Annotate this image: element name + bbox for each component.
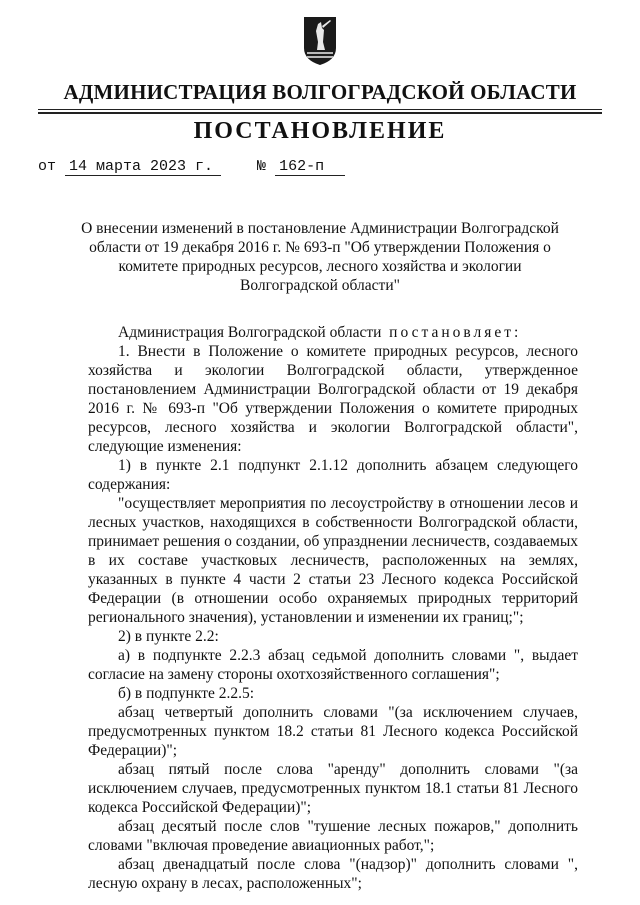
- paragraph: б) в подпункте 2.2.5:: [118, 685, 255, 702]
- header-rule-thin: [38, 109, 602, 110]
- document-date: 14 марта 2023 г.: [65, 158, 221, 176]
- paragraph: абзац четвертый дополнить словами "(за исключением случаев, предусмотренных пунктом 18.2 статьи 81 Лесного кодекса Российской Федерации)";: [88, 704, 578, 759]
- paragraph: абзац десятый после слов "тушение лесных пожаров," дополнить словами "включая проведение авиационных работ,";: [88, 818, 578, 854]
- number-prefix: №: [257, 158, 267, 175]
- intro-line: [88, 323, 578, 342]
- paragraph: 1) в пункте 2.1 подпункт 2.1.12 дополнить абзацем следующего содержания:: [88, 457, 578, 493]
- paragraph: а) в подпункте 2.2.3 абзац седьмой дополнить словами ", выдает согласие на замену стороны охотхозяйственного соглашения";: [88, 647, 578, 683]
- intro-subject: Администрация Волгоградской области: [118, 324, 382, 341]
- paragraph: абзац двенадцатый после слова "(надзор)" дополнить словами ", лесную охрану в лесах, расположенных";: [88, 856, 578, 892]
- paragraph: 1. Внести в Положение о комитете природных ресурсов, лесного хозяйства и экологии Волгоградской области, утвержденное постановлением Администрации Волгоградской области от 19 декабря 2016 г. № 693-п "Об утверждении Положения о комитете природных ресурсов, лесного хозяйства и экологии Волгоградской области", следующие изменения:: [88, 343, 578, 455]
- document-type: ПОСТАНОВЛЕНИЕ: [193, 118, 447, 144]
- paragraph: абзац пятый после слова "аренду" дополнить словами "(за исключением случаев, предусмотренных пунктом 18.1 статьи 81 Лесного кодекса Российской Федерации)";: [88, 761, 578, 816]
- document-meta: [38, 158, 345, 176]
- document-body: [88, 323, 578, 893]
- organization-name: АДМИНИСТРАЦИЯ ВОЛГОГРАДСКОЙ ОБЛАСТИ: [63, 80, 577, 104]
- paragraph: 2) в пункте 2.2:: [118, 628, 219, 645]
- volgograd-coat-of-arms-icon: [303, 16, 337, 66]
- document-number: 162-п: [275, 158, 345, 176]
- paragraph: "осуществляет мероприятия по лесоустройству в отношении лесов и лесных участков, находящихся в собственности Волгоградской области, принимает решения о создании, об упразднении лесничеств, создаваемых в их составе участковых лесничеств, расположенных на землях, указанных в пункте 4 части 2 статьи 23 Лесного кодекса Российской Федерации (в отношении особо охраняемых природных территорий регионального значения), установлении и изменении их границ;";: [88, 495, 578, 626]
- header-rule-thick: [38, 112, 602, 114]
- date-prefix: от: [38, 158, 57, 175]
- document-title: О внесении изменений в постановление Администрации Волгоградской области от 19 декабря 2016 г. № 693-п "Об утверждении Положения о комитете природных ресурсов, лесного хозяйства и экологии Волгоградской области": [81, 220, 559, 294]
- intro-verb: постановляет:: [389, 324, 522, 341]
